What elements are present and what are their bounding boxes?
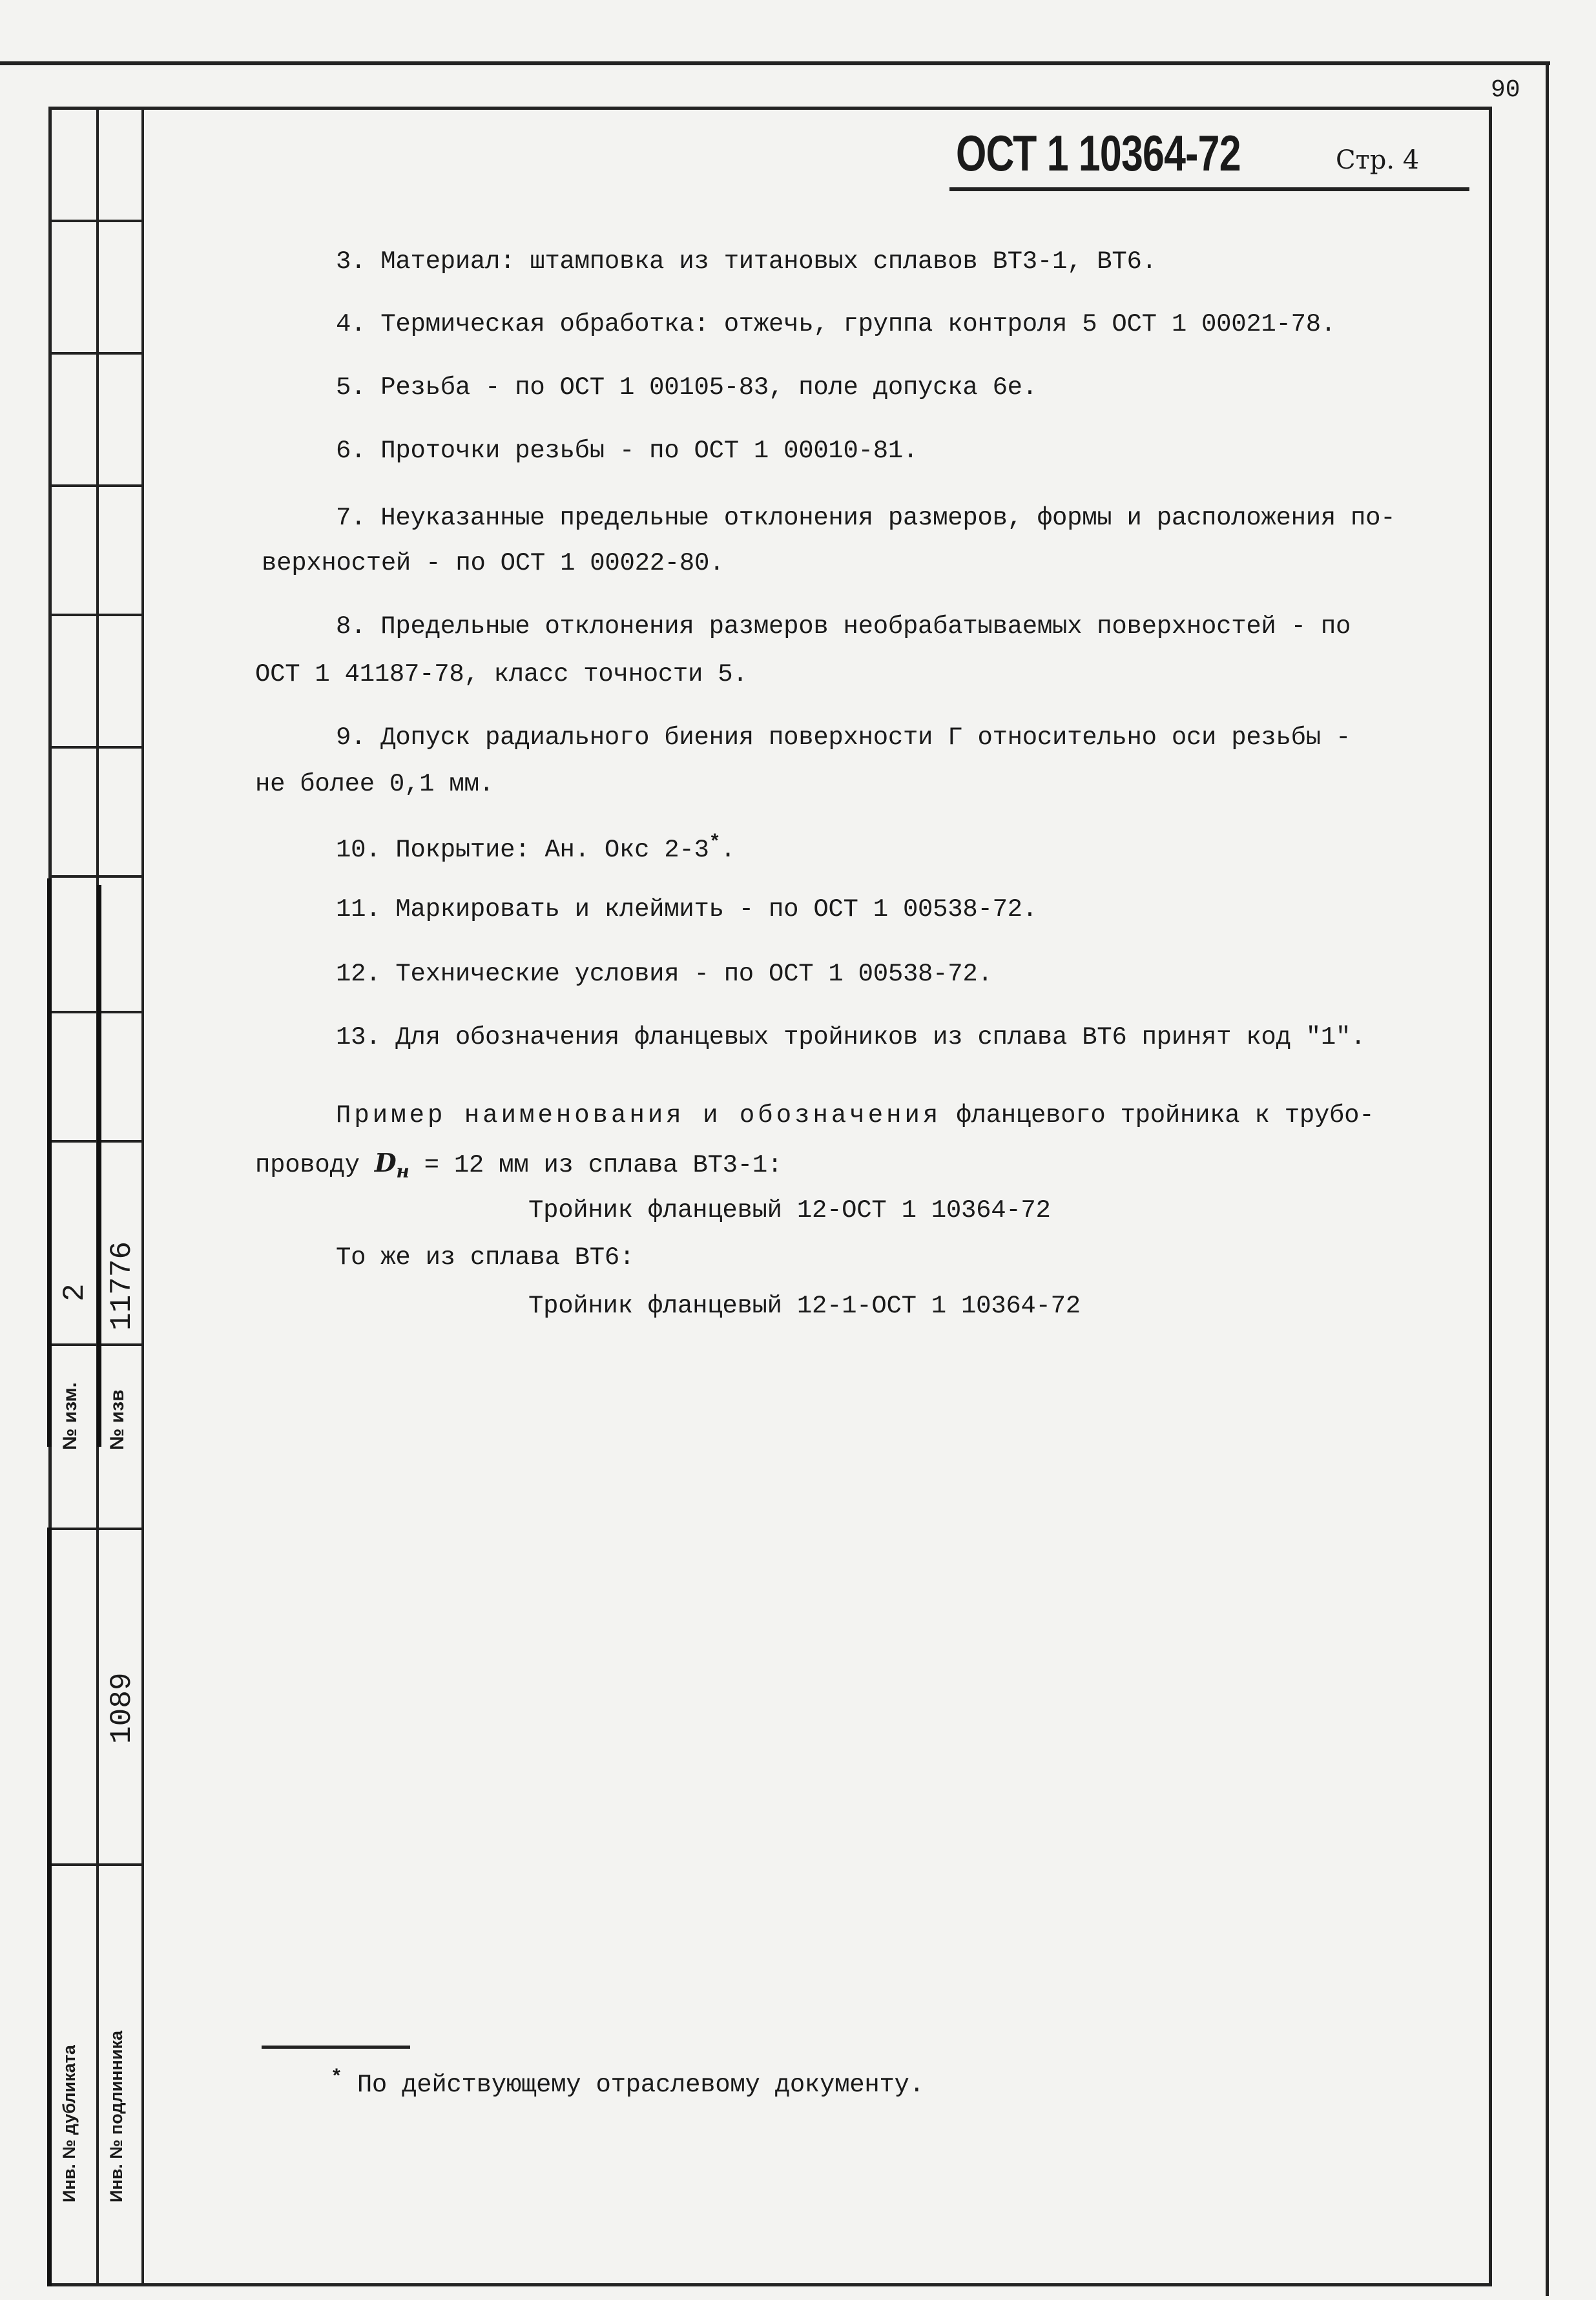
item-9: 9. Допуск радиального биения поверхности Г относительно оси резьбы - — [336, 723, 1351, 752]
top-border-line — [0, 61, 1550, 65]
item-8-continued: ОСТ 1 41187-78, класс точности 5. — [255, 660, 748, 689]
margin-divider — [48, 1343, 144, 1346]
item-4: 4. Термическая обработка: отжечь, группа контроля 5 ОСТ 1 00021-78. — [336, 310, 1336, 338]
margin-divider — [48, 1140, 144, 1143]
item-5: 5. Резьба - по ОСТ 1 00105-83, поле допуска 6е. — [336, 373, 1037, 402]
example-intro — [336, 1101, 1374, 1130]
example-intro-spaced: Пример наименования и обозначения — [336, 1101, 942, 1130]
margin-divider — [48, 1011, 144, 1013]
item-11: 11. Маркировать и клеймить - по ОСТ 1 00538-72. — [336, 895, 1037, 924]
item-7: 7. Неуказанные предельные отклонения размеров, формы и расположения по- — [336, 504, 1396, 532]
item-8: 8. Предельные отклонения размеров необрабатываемых поверхностей - по — [336, 612, 1351, 641]
example-intro-rest: фланцевого тройника к трубо- — [956, 1101, 1374, 1130]
example-line2-end: = 12 мм из сплава ВТ3-1: — [424, 1151, 783, 1179]
margin-thick-bar — [47, 878, 52, 1447]
item-10 — [336, 832, 735, 864]
margin-divider — [48, 746, 144, 749]
change-number-value: 2 — [58, 1283, 92, 1301]
dh-subscript: н — [396, 1160, 409, 1182]
footnote-text: По действующему отраслевому документу. — [357, 2071, 924, 2099]
margin-column-right — [99, 107, 144, 2286]
margin-divider — [48, 1863, 144, 1866]
example-line2 — [255, 1148, 782, 1182]
page-label: Стр. 4 — [1336, 145, 1420, 175]
inventory-number-value: 1089 — [105, 1672, 139, 1744]
sheet-number: 90 — [1491, 76, 1520, 104]
margin-divider — [48, 220, 144, 222]
margin-divider — [48, 1528, 144, 1530]
label-duplicate-inventory: Инв. № дубликата — [59, 2045, 79, 2202]
label-notice-number: № изв — [107, 1389, 128, 1450]
example-line2-start: проводу — [255, 1151, 360, 1179]
margin-thick-bar — [97, 885, 101, 1447]
dh-letter: D — [374, 1148, 397, 1178]
notice-number-value: 11776 — [105, 1241, 139, 1331]
label-change-number: № изм. — [59, 1382, 81, 1450]
same-alloy-line: То же из сплава ВТ6: — [336, 1243, 635, 1272]
footnote — [331, 2067, 924, 2099]
footnote-mark: * — [331, 2067, 342, 2089]
margin-divider — [48, 875, 144, 878]
item-10-text: 10. Покрытие: Ан. Окс 2-3 — [336, 836, 709, 864]
document-code: ОСТ 1 10364-72 — [956, 125, 1241, 181]
item-13: 13. Для обозначения фланцевых тройников из сплава ВТ6 принят код "1". — [336, 1023, 1366, 1052]
item-7-continued: верхностей - по ОСТ 1 00022-80. — [262, 549, 725, 577]
margin-divider — [48, 614, 144, 616]
margin-divider — [48, 484, 144, 487]
footnote-separator — [262, 2046, 410, 2049]
right-border-line — [1546, 61, 1549, 2296]
item-6: 6. Проточки резьбы - по ОСТ 1 00010-81. — [336, 437, 918, 465]
item-10-tail: . — [720, 836, 736, 864]
label-original-inventory: Инв. № подлинника — [107, 2031, 126, 2202]
designation-example-2: Тройник фланцевый 12-1-ОСТ 1 10364-72 — [528, 1292, 1081, 1320]
margin-divider — [48, 352, 144, 355]
header-underline — [949, 187, 1469, 191]
item-3: 3. Материал: штамповка из титановых сплавов ВТ3-1, ВТ6. — [336, 247, 1157, 276]
outer-diameter-symbol — [374, 1148, 409, 1182]
designation-example-1: Тройник фланцевый 12-ОСТ 1 10364-72 — [528, 1196, 1051, 1225]
footnote-reference-mark: * — [709, 832, 721, 854]
item-12: 12. Технические условия - по ОСТ 1 00538-72. — [336, 960, 993, 988]
margin-thick-bar — [47, 1528, 52, 2286]
item-9-continued: не более 0,1 мм. — [255, 770, 494, 798]
margin-column-left — [48, 107, 99, 2286]
